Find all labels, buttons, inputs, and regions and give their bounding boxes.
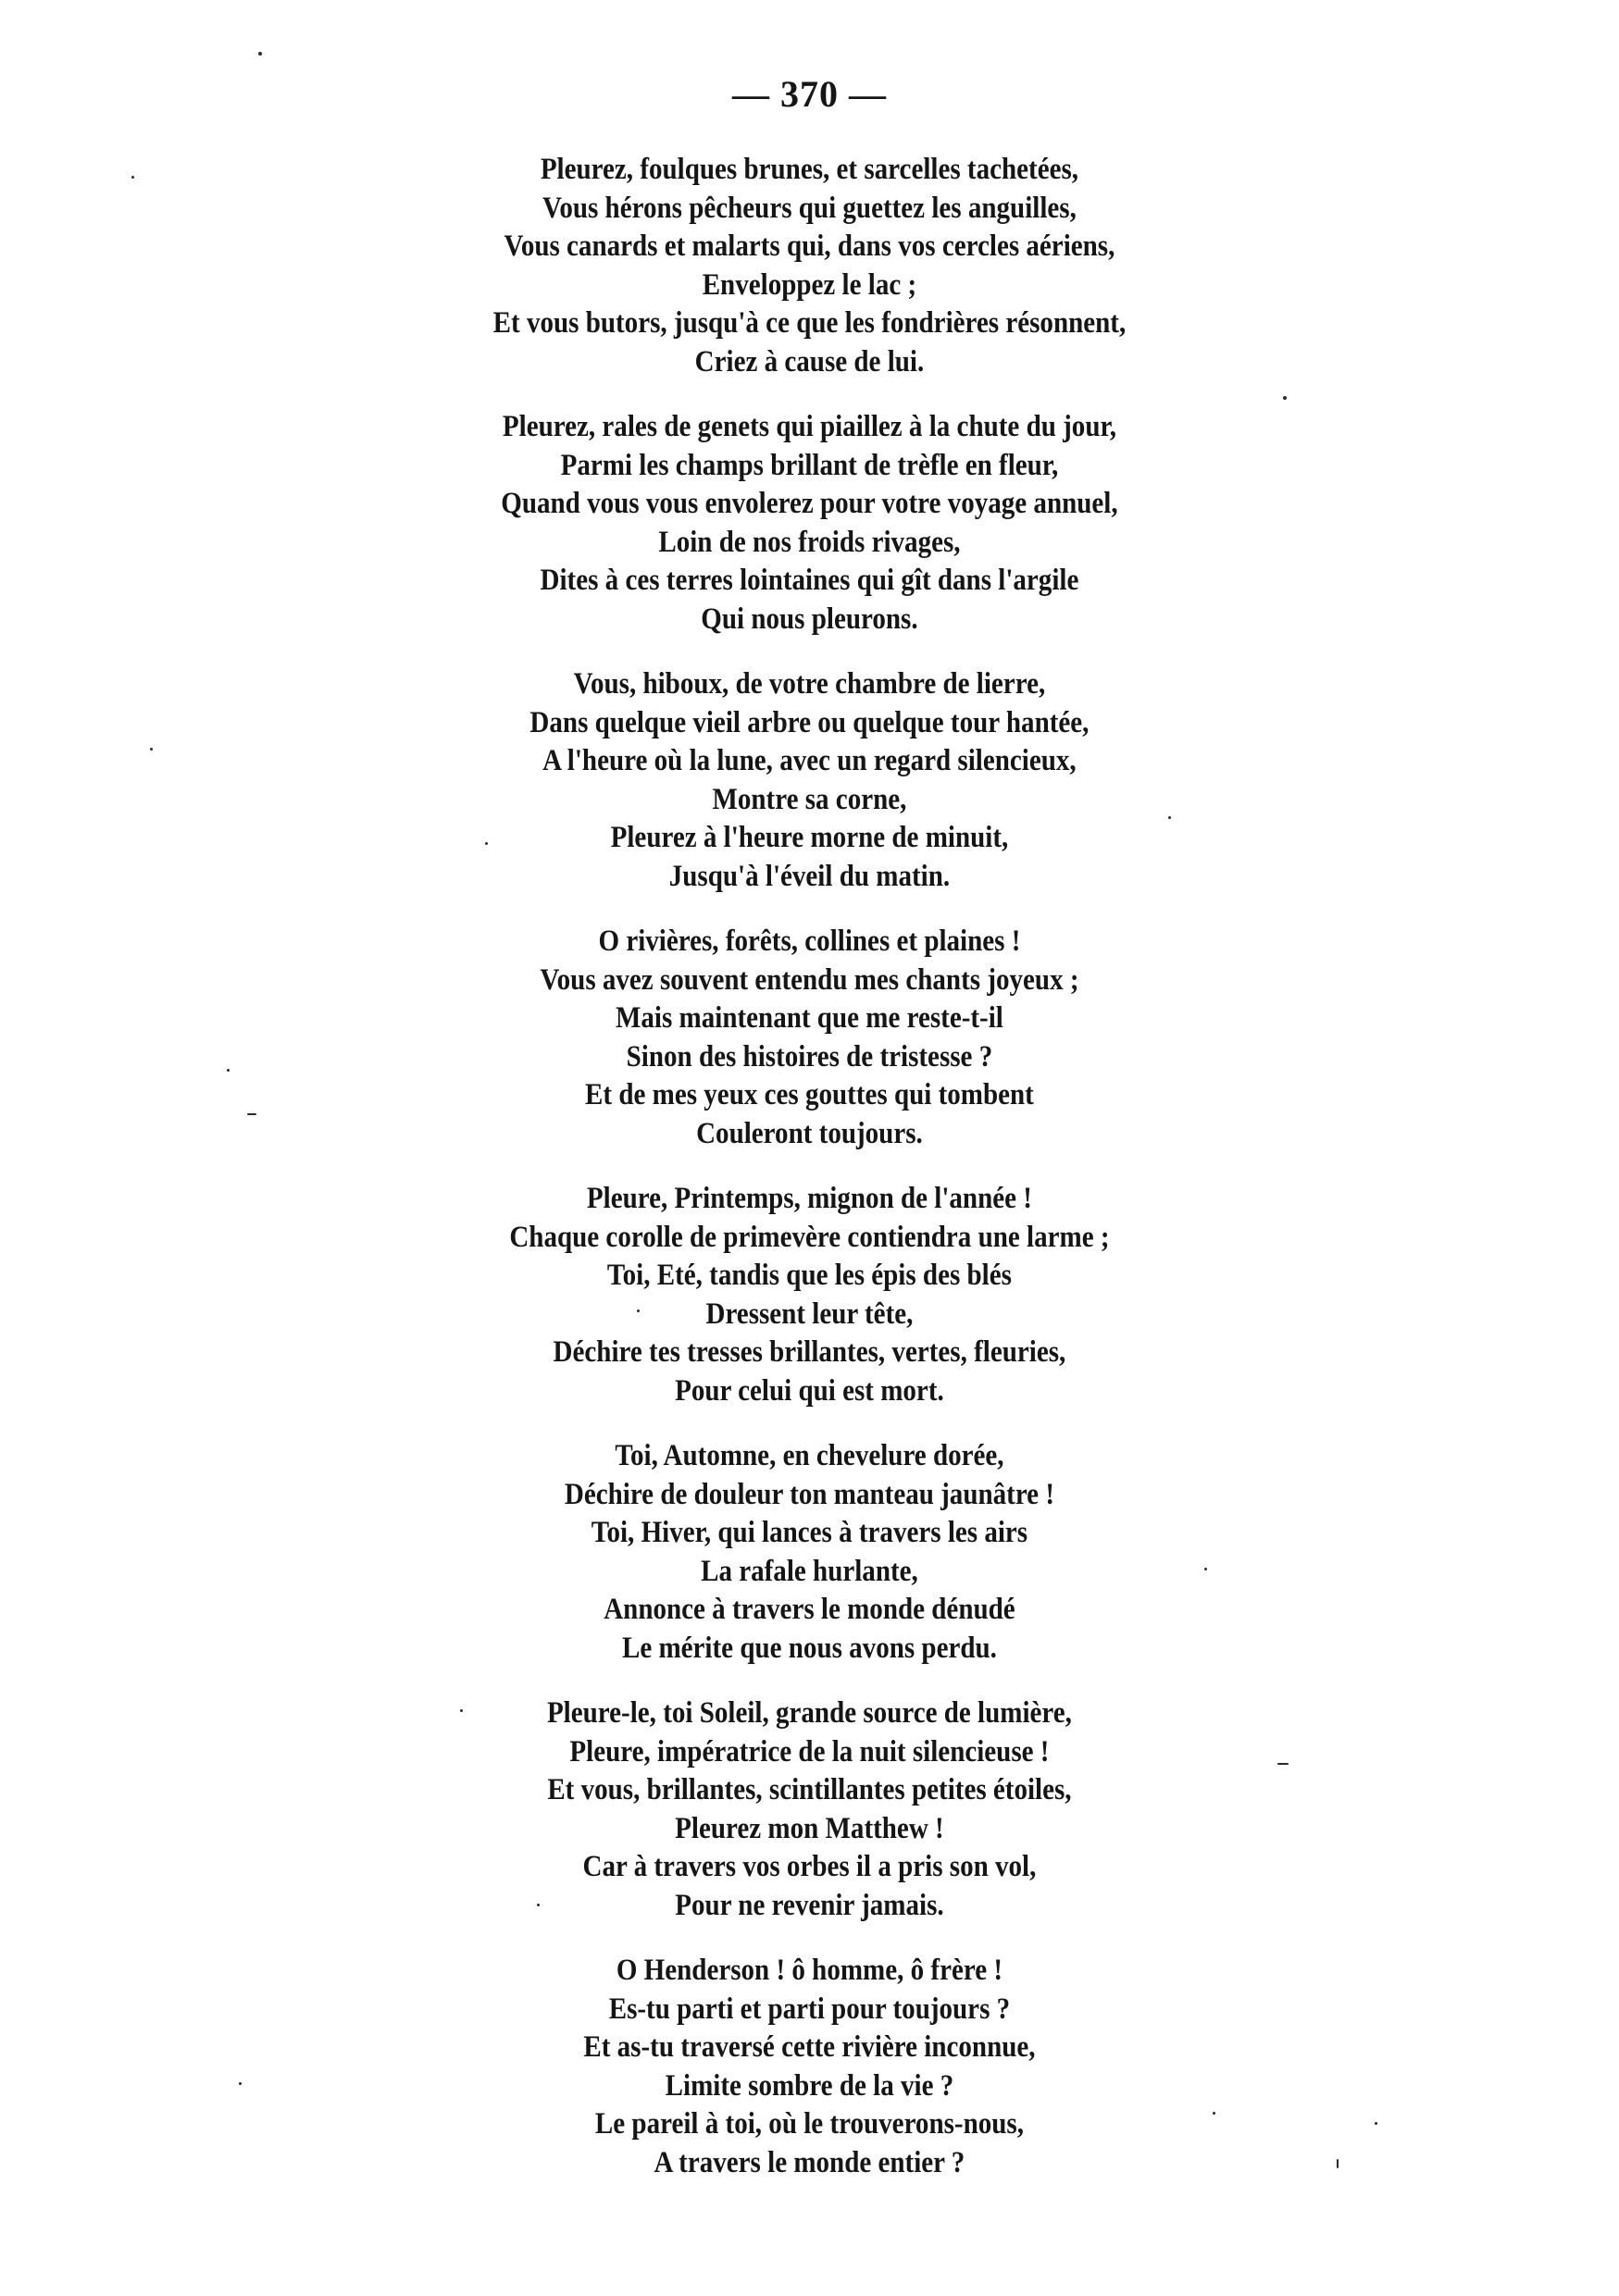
scan-speck bbox=[460, 1709, 463, 1712]
verse-line: Le pareil à toi, où le trouverons-nous, bbox=[594, 2107, 1024, 2141]
scan-speck bbox=[637, 1309, 640, 1312]
page-number: — 370 — bbox=[732, 73, 887, 115]
verse-line: Pour ne revenir jamais. bbox=[675, 1888, 944, 1922]
scan-speck bbox=[131, 176, 134, 179]
verse-line: Annonce à travers le monde dénudé bbox=[604, 1593, 1015, 1626]
verse-line: Vous, hiboux, de votre chambre de lierre, bbox=[573, 667, 1046, 701]
verse-line: Couleront toujours. bbox=[696, 1116, 923, 1150]
verse-line: Pleurez, rales de genets qui piaillez à la chute du jour, bbox=[502, 410, 1116, 443]
verse-line: Criez à cause de lui. bbox=[694, 344, 925, 379]
scan-speck bbox=[1277, 1763, 1289, 1765]
verse-line: Pleure, Printemps, mignon de l'année ! bbox=[586, 1182, 1032, 1215]
stanza-3 bbox=[0, 665, 1619, 896]
verse-line: Et as-tu traversé cette rivière inconnue, bbox=[583, 2030, 1036, 2064]
verse-line: Pleurez à l'heure morne de minuit, bbox=[610, 821, 1009, 854]
verse-line: La rafale hurlante, bbox=[701, 1554, 918, 1588]
scan-speck bbox=[1168, 816, 1171, 819]
verse-line: A travers le monde entier ? bbox=[654, 2145, 965, 2179]
stanza-4 bbox=[0, 923, 1619, 1153]
verse-line: O Henderson ! ô homme, ô frère ! bbox=[616, 1954, 1003, 1987]
scan-speck bbox=[258, 52, 262, 56]
verse-line: Et vous butors, jusqu'à ce que les fondrières résonnent, bbox=[492, 306, 1127, 340]
poem bbox=[0, 151, 1619, 2209]
verse-line: O rivières, forêts, collines et plaines ! bbox=[598, 925, 1021, 958]
verse-line: A l'heure où la lune, avec un regard silencieux, bbox=[542, 744, 1077, 777]
scan-speck bbox=[1375, 2122, 1377, 2125]
scan-speck bbox=[150, 748, 153, 751]
scan-speck bbox=[1213, 2112, 1215, 2115]
stanza-7 bbox=[0, 1694, 1619, 1925]
verse-line: Déchire tes tresses brillantes, vertes, fleuries, bbox=[553, 1335, 1066, 1369]
scan-speck bbox=[247, 1113, 256, 1115]
verse-line: Et de mes yeux ces gouttes qui tombent bbox=[585, 1078, 1034, 1111]
stanza-5 bbox=[0, 1180, 1619, 1410]
verse-line: Pleurez, foulques brunes, et sarcelles tachetées, bbox=[540, 153, 1079, 186]
verse-line: Sinon des histoires de tristesse ? bbox=[626, 1039, 993, 1074]
verse-line: Vous canards et malarts qui, dans vos cercles aériens, bbox=[504, 230, 1115, 263]
scan-speck bbox=[1337, 2159, 1339, 2168]
verse-line: Limite sombre de la vie ? bbox=[665, 2068, 954, 2103]
verse-line: Parmi les champs brillant de trèfle en fleur, bbox=[560, 448, 1059, 482]
verse-line: Toi, Eté, tandis que les épis des blés bbox=[606, 1259, 1012, 1292]
verse-line: Pleure-le, toi Soleil, grande source de lumière, bbox=[546, 1696, 1072, 1730]
verse-line: Dressent leur tête, bbox=[705, 1297, 914, 1331]
scan-speck bbox=[227, 1069, 230, 1072]
scan-speck bbox=[537, 1904, 540, 1906]
verse-line: Le mérite que nous avons perdu. bbox=[621, 1631, 997, 1665]
scan-speck bbox=[239, 2082, 242, 2085]
verse-line: Vous avez souvent entendu mes chants joyeux ; bbox=[540, 962, 1079, 997]
scan-speck bbox=[485, 842, 488, 845]
verse-line: Jusqu'à l'éveil du matin. bbox=[668, 859, 951, 893]
verse-line: Quand vous vous envolerez pour votre voyage annuel, bbox=[501, 487, 1118, 520]
scan-speck bbox=[1204, 1568, 1207, 1570]
stanza-1 bbox=[0, 151, 1619, 381]
verse-line: Toi, Automne, en chevelure dorée, bbox=[615, 1439, 1004, 1472]
verse-line: Es-tu parti et parti pour toujours ? bbox=[608, 1992, 1011, 2026]
stanza-8 bbox=[0, 1952, 1619, 2182]
verse-line: Toi, Hiver, qui lances à travers les airs bbox=[591, 1516, 1028, 1549]
verse-line: Pleurez mon Matthew ! bbox=[675, 1811, 944, 1845]
verse-line: Dans quelque vieil arbre ou quelque tour hantée, bbox=[529, 705, 1090, 739]
stanza-6 bbox=[0, 1437, 1619, 1668]
verse-line: Car à travers vos orbes il a pris son vol, bbox=[582, 1850, 1037, 1883]
verse-line: Déchire de douleur ton manteau jaunâtre ! bbox=[564, 1477, 1055, 1511]
scan-speck bbox=[1283, 396, 1287, 400]
verse-line: Loin de nos froids rivages, bbox=[658, 525, 961, 559]
verse-line: Dites à ces terres lointaines qui gît dans l'argile bbox=[540, 564, 1079, 597]
verse-line: Et vous, brillantes, scintillantes petites étoiles, bbox=[547, 1773, 1072, 1806]
verse-line: Mais maintenant que me reste-t-il bbox=[616, 1001, 1003, 1035]
verse-line: Enveloppez le lac ; bbox=[702, 267, 917, 302]
verse-line: Qui nous pleurons. bbox=[701, 602, 918, 636]
verse-line: Pour celui qui est mort. bbox=[675, 1373, 944, 1408]
stanza-2 bbox=[0, 408, 1619, 639]
verse-line: Montre sa corne, bbox=[712, 782, 907, 816]
verse-line: Chaque corolle de primevère contiendra une larme ; bbox=[509, 1220, 1110, 1254]
verse-line: Pleure, impératrice de la nuit silencieuse ! bbox=[569, 1734, 1050, 1769]
verse-line: Vous hérons pêcheurs qui guettez les anguilles, bbox=[542, 191, 1077, 225]
